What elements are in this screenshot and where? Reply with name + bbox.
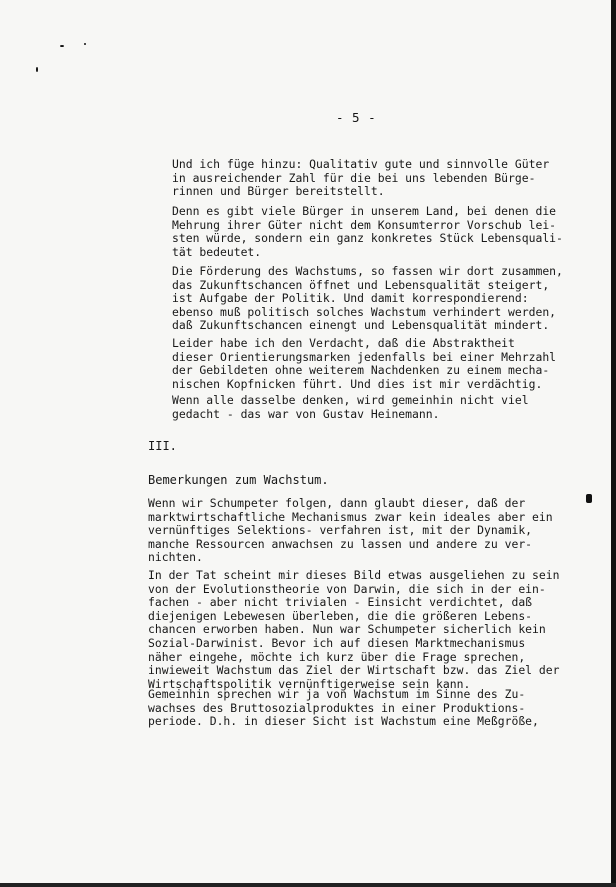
scan-speck <box>586 494 592 503</box>
scan-speck <box>60 45 64 47</box>
section-numeral: III. <box>148 439 177 453</box>
section-title: Bemerkungen zum Wachstum. <box>148 473 329 487</box>
scan-speck <box>36 67 38 72</box>
page-number: - 5 - <box>336 110 377 125</box>
paragraph-citizens-quality-of-life: Denn es gibt viele Bürger in unserem Land, bei denen die Mehrung ihrer Güter nicht dem Konsumterror Vorschub lei- sten würde, sondern ein ganz konkretes Stück Lebensquali- tät bedeutet. <box>172 204 563 259</box>
paragraph-qualitative-goods: Und ich füge hinzu: Qualitativ gute und sinnvolle Güter in ausreichender Zahl für die bei uns lebenden Bürge- rinnen und Bürger bereitstellt. <box>172 157 550 199</box>
paragraph-abstract-orientation: Leider habe ich den Verdacht, daß die Abstraktheit dieser Orientierungsmarken jedenfalls bei einer Mehrzahl der Gebildeten ohne weiterem Nachdenken zu einem mecha- nischen Kopfnicken führt. Und dies ist mir verdächtig. <box>172 336 557 391</box>
scan-speck <box>84 43 86 45</box>
scan-edge-bottom <box>0 883 616 887</box>
paragraph-heinemann-quote: Wenn alle dasselbe denken, wird gemeinhin nicht viel gedacht - das war von Gustav Heinemann. <box>172 393 529 421</box>
paragraph-darwin: In der Tat scheint mir dieses Bild etwas ausgeliehen zu sein von der Evolutionstheorie von Darwin, die sich in der ein- fachen - aber nicht trivialen - Einsicht verdichtet, daß diejenigen Lebewesen überleben, die die größeren Lebens- chancen erworben haben. Nun war Schumpeter sicherlich kein Sozial-Darwinist. Bevor ich auf diesen Marktmechanismus näher eingehe, möchte ich kurz über die Frage sprechen, inwieweit Wachstum das Ziel der Wirtschaft bzw. das Ziel der Wirtschaftspolitik vernünftigerweise sein kann. <box>148 568 560 691</box>
paragraph-schumpeter: Wenn wir Schumpeter folgen, dann glaubt dieser, daß der marktwirtschaftliche Mechanismus zwar kein ideales aber ein vernünftiges Selektions- verfahren ist, mit der Dynamik, manche Ressourcen anwachsen zu lassen und andere zu ver- nichten. <box>148 496 553 565</box>
paragraph-promoting-growth: Die Förderung des Wachstums, so fassen wir dort zusammen, das Zukunftschancen öffnet und Lebensqualität steigert, ist Aufgabe der Politik. Und damit korrespondierend: ebenso muß politisch solches Wachstum verhindert werden, daß Zukunftschancen einengt und Lebensqualität mindert. <box>172 264 563 333</box>
scan-edge-right <box>611 0 616 887</box>
paragraph-gnp-growth: Gemeinhin sprechen wir ja von Wachstum im Sinne des Zu- wachses des Bruttosozialproduktes in einer Produktions- periode. D.h. in dieser Sicht ist Wachstum eine Meßgröße, <box>148 687 539 729</box>
